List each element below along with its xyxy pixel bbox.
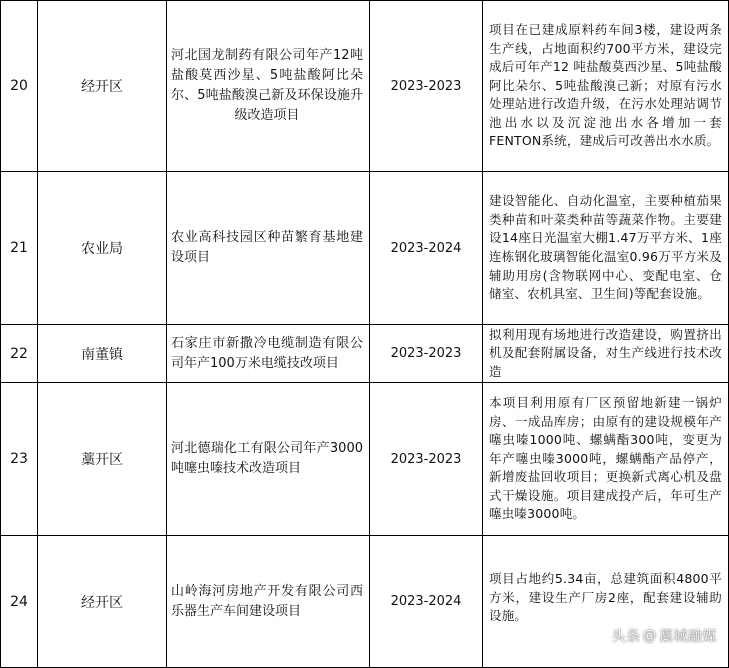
construction-period: 2023-2023 [370,1,483,172]
construction-period: 2023-2024 [370,172,483,325]
row-number: 23 [1,383,38,536]
at-icon: @ [642,628,657,644]
construction-content: 项目在已建成原料药车间3楼，建设两条生产线，占地面积约700平方米，建设完成后可年产12 吨盐酸莫西沙星、5吨盐酸阿比朵尔、5吨盐酸溴己新；对原有污水处理站进行改造升级，在污水处理站调节池出水以及沉淀池出水各增加一套FENTON系统，建成后可改善出水水质。 [483,1,729,172]
project-name: 河北国龙制药有限公司年产12吨盐酸莫西沙星、5吨盐酸阿比朵尔、5吨盐酸溴己新及环保设施升级改造项目 [167,1,370,172]
responsible-unit: 南董镇 [38,325,167,383]
construction-content: 本项目利用原有厂区预留地新建一锅炉房、一成品库房；由原有的建设规模年产噻虫嗪1000吨、螺螨酯300吨，变更为年产噻虫嗪3000吨，螺螨酯产品停产，新增废盐回收项目；更换新式离心机及盘式干燥设施。项目建成投产后，年可生产噻虫嗪3000吨。 [483,383,729,536]
construction-content: 拟利用现有场地进行改造建设，购置挤出机及配套附属设备，对生产线进行技术改造 [483,325,729,383]
watermark [612,626,718,646]
construction-content: 项目占地约5.34亩，总建筑面积4800平方米，建设生产厂房2座，配套建设辅助设施。 [483,536,729,668]
project-name: 石家庄市新撒冷电缆制造有限公司年产100万米电缆技改项目 [167,325,370,383]
construction-period: 2023-2023 [370,383,483,536]
table-row [1,536,729,668]
responsible-unit: 藁开区 [38,383,167,536]
responsible-unit: 农业局 [38,172,167,325]
responsible-unit: 经开区 [38,1,167,172]
project-name: 农业高科技园区种苗繁育基地建设项目 [167,172,370,325]
watermark-account: 藁城融媒 [659,629,717,645]
construction-period: 2023-2024 [370,536,483,668]
construction-period: 2023-2023 [370,325,483,383]
table-row [1,383,729,536]
watermark-prefix: 头条 [611,629,641,645]
table-row [1,325,729,383]
responsible-unit: 经开区 [38,536,167,668]
construction-content: 建设智能化、自动化温室，主要种植茄果类种苗和叶菜类种苗等蔬菜作物。主要建设14座日光温室大棚1.47万平方米、1座连栋钢化玻璃智能化温室0.96万平方米及辅助用房(含物联网中心、变配电室、仓储室、农机具室、卫生间)等配套设施。 [483,172,729,325]
project-name: 山岭海河房地产开发有限公司西乐器生产车间建设项目 [167,536,370,668]
table-row [1,172,729,325]
project-name: 河北德瑞化工有限公司年产3000吨噻虫嗪技术改造项目 [167,383,370,536]
row-number: 24 [1,536,38,668]
row-number: 20 [1,1,38,172]
row-number: 22 [1,325,38,383]
row-number: 21 [1,172,38,325]
table-row [1,1,729,172]
